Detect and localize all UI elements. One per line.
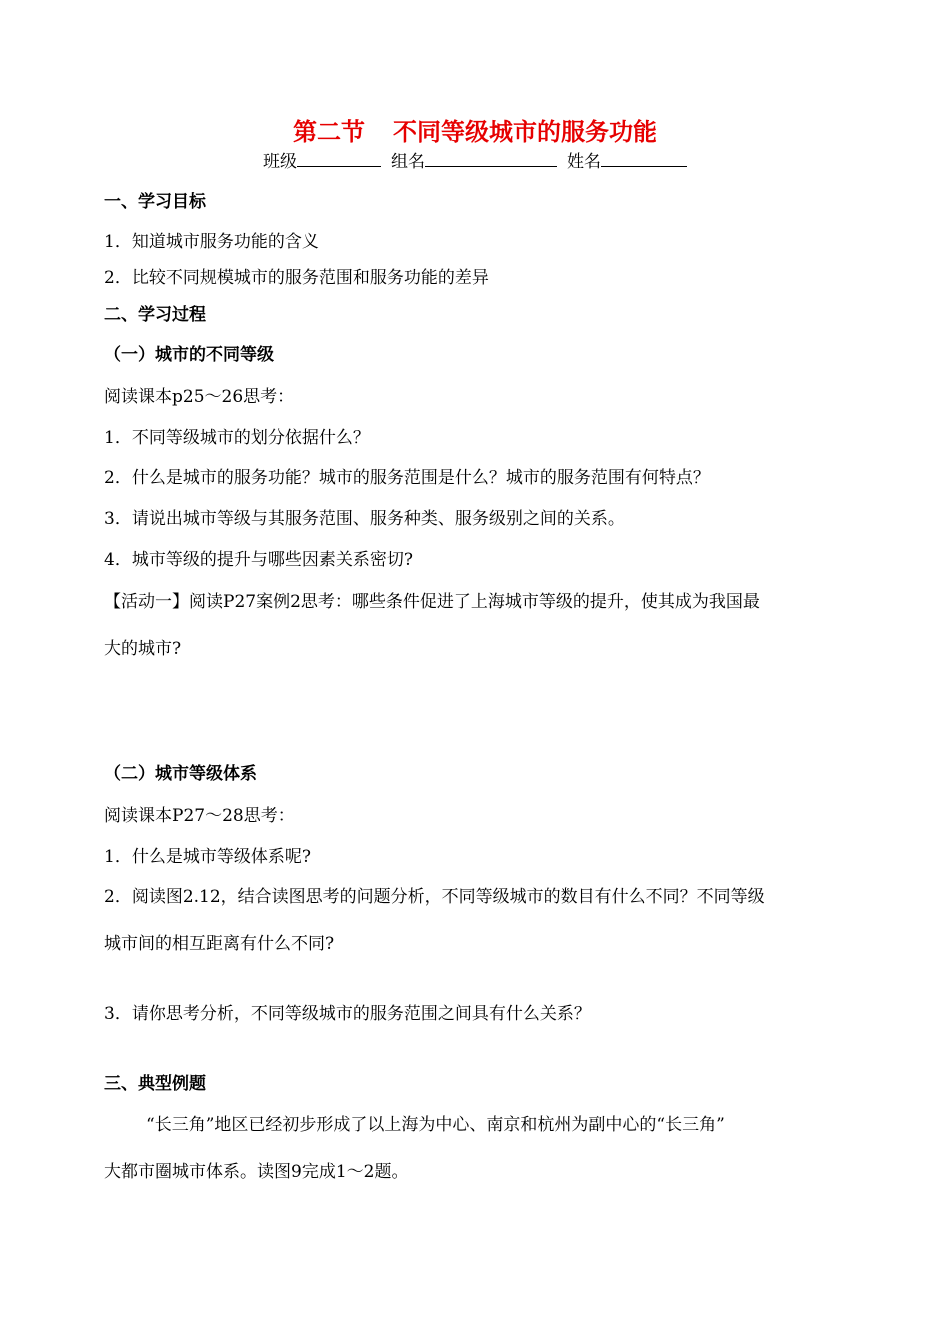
name-blank[interactable]	[601, 148, 687, 167]
part1-question-3: 3．请说出城市等级与其服务范围、服务种类、服务级别之间的关系。	[104, 509, 625, 529]
class-blank[interactable]	[297, 148, 381, 167]
part2-read-instruction: 阅读课本P27～28思考：	[104, 806, 295, 826]
example-paragraph-line-2: 大都市圈城市体系。读图9完成1～2题。	[104, 1162, 409, 1182]
student-info-row	[0, 148, 950, 174]
part1-read-instruction: 阅读课本p25～26思考：	[104, 387, 295, 407]
activity-line-1: 【活动一】阅读P27案例2思考：哪些条件促进了上海城市等级的提升，使其成为我国最	[104, 592, 760, 612]
part2-question-2-line-2: 城市间的相互距离有什么不同?	[104, 934, 335, 954]
activity-line-2: 大的城市?	[104, 639, 182, 659]
part2-question-1: 1．什么是城市等级体系呢?	[104, 847, 311, 867]
title-section-number: 第二节	[293, 118, 365, 146]
section1-item-1: 1．知道城市服务功能的含义	[104, 232, 319, 252]
part1-question-1: 1．不同等级城市的划分依据什么？	[104, 428, 370, 448]
group-blank[interactable]	[425, 148, 557, 167]
class-label: 班级	[263, 152, 297, 172]
section3-heading: 三、典型例题	[104, 1074, 206, 1094]
part2-heading: （二）城市等级体系	[104, 764, 257, 784]
section2-heading: 二、学习过程	[104, 305, 206, 325]
part2-question-3: 3．请你思考分析，不同等级城市的服务范围之间具有什么关系？	[104, 1004, 591, 1024]
section1-heading: 一、学习目标	[104, 192, 206, 212]
section1-item-2: 2．比较不同规模城市的服务范围和服务功能的差异	[104, 268, 489, 288]
part1-heading: （一）城市的不同等级	[104, 345, 274, 365]
part1-question-4: 4．城市等级的提升与哪些因素关系密切?	[104, 550, 413, 570]
group-label: 组名	[391, 152, 425, 172]
title-text: 不同等级城市的服务功能	[393, 118, 657, 146]
example-paragraph-line-1: “长三角”地区已经初步形成了以上海为中心、南京和杭州为副中心的“长三角”	[146, 1115, 725, 1135]
part1-question-2: 2．什么是城市的服务功能？城市的服务范围是什么？城市的服务范围有何特点？	[104, 468, 710, 488]
part2-question-2-line-1: 2．阅读图2.12，结合读图思考的问题分析，不同等级城市的数目有什么不同？不同等级	[104, 887, 765, 907]
page-title	[0, 116, 950, 148]
name-label: 姓名	[567, 152, 601, 172]
